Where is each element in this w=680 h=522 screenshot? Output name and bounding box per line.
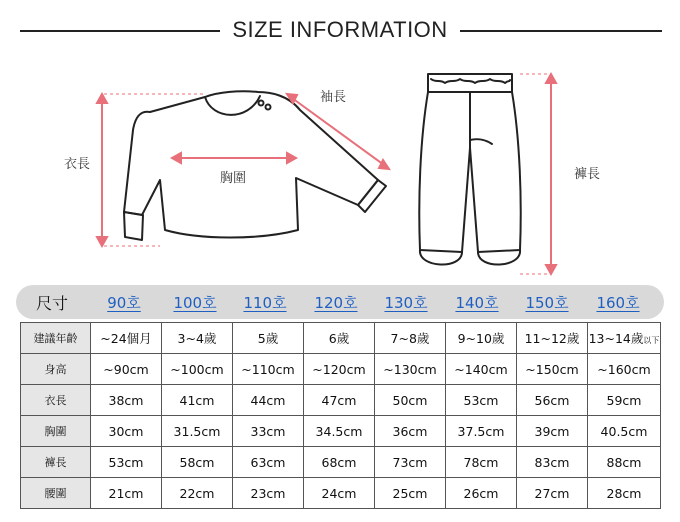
row-header: 衣長 bbox=[21, 385, 91, 416]
table-cell bbox=[446, 385, 517, 416]
table-cell bbox=[375, 447, 446, 478]
table-cell bbox=[304, 416, 375, 447]
table-cell bbox=[304, 447, 375, 478]
cell-value: 30cm bbox=[108, 423, 144, 439]
table-cell bbox=[446, 323, 517, 354]
table-cell bbox=[517, 385, 588, 416]
cell-value: 44cm bbox=[250, 392, 286, 408]
cell-value: 53cm bbox=[463, 392, 499, 408]
cell-value: 58cm bbox=[179, 454, 215, 470]
chest-label: 胸圍 bbox=[220, 171, 247, 186]
table-cell bbox=[446, 416, 517, 447]
row-header: 腰圍 bbox=[21, 478, 91, 509]
size-bar-label: 尺寸 bbox=[36, 294, 69, 313]
table-cell bbox=[588, 447, 661, 478]
table-cell bbox=[446, 354, 517, 385]
table-cell bbox=[162, 323, 233, 354]
cell-value: ~130cm bbox=[383, 361, 437, 377]
table-cell bbox=[517, 447, 588, 478]
cell-value: 27cm bbox=[534, 485, 570, 501]
table-cell bbox=[517, 354, 588, 385]
size-150[interactable]: 150호 bbox=[525, 294, 569, 312]
table-row bbox=[21, 416, 661, 447]
size-bar bbox=[16, 285, 664, 319]
size-140[interactable]: 140호 bbox=[455, 294, 499, 312]
cell-value: 11~12歲 bbox=[524, 331, 580, 346]
table-cell bbox=[304, 354, 375, 385]
table-cell bbox=[588, 478, 661, 509]
size-100[interactable]: 100호 bbox=[173, 294, 217, 312]
table-cell bbox=[375, 416, 446, 447]
table-cell bbox=[375, 354, 446, 385]
cell-value: 26cm bbox=[463, 485, 499, 501]
cell-value: 5歲 bbox=[257, 331, 279, 346]
table-cell bbox=[233, 416, 304, 447]
table-cell bbox=[304, 385, 375, 416]
table-cell bbox=[162, 416, 233, 447]
cell-value: 83cm bbox=[534, 454, 570, 470]
shirt-drawing bbox=[124, 91, 386, 240]
table-cell bbox=[446, 447, 517, 478]
cell-value: 3~4歲 bbox=[177, 331, 217, 346]
table-cell bbox=[517, 478, 588, 509]
table-cell bbox=[233, 478, 304, 509]
row-header: 褲長 bbox=[21, 447, 91, 478]
table-cell bbox=[91, 447, 162, 478]
cell-value: 47cm bbox=[321, 392, 357, 408]
table-cell bbox=[588, 354, 661, 385]
table-cell bbox=[304, 323, 375, 354]
cell-value: ~150cm bbox=[525, 361, 579, 377]
table-cell bbox=[588, 323, 661, 354]
cell-value: 63cm bbox=[250, 454, 286, 470]
cell-value: 13~14歲 bbox=[588, 331, 644, 346]
table-cell bbox=[375, 323, 446, 354]
cell-value: 39cm bbox=[534, 423, 570, 439]
cell-value: 37.5cm bbox=[457, 423, 505, 439]
cell-value: 28cm bbox=[606, 485, 642, 501]
cell-value: ~110cm bbox=[241, 361, 295, 377]
table-cell bbox=[91, 478, 162, 509]
size-160[interactable]: 160호 bbox=[596, 294, 640, 312]
cell-value: ~90cm bbox=[103, 361, 149, 377]
page-title: SIZE INFORMATION bbox=[232, 17, 448, 42]
cell-value: 25cm bbox=[392, 485, 428, 501]
cell-value: 36cm bbox=[392, 423, 428, 439]
cell-value: ~24個月 bbox=[100, 331, 152, 346]
garment-illustration bbox=[0, 60, 680, 282]
size-90[interactable]: 90호 bbox=[107, 294, 141, 312]
cell-value: ~140cm bbox=[454, 361, 508, 377]
cell-value: 9~10歲 bbox=[457, 331, 505, 346]
cell-value: 24cm bbox=[321, 485, 357, 501]
cell-value: 7~8歲 bbox=[390, 331, 430, 346]
body-length-label: 衣長 bbox=[64, 157, 91, 172]
cell-value: 50cm bbox=[392, 392, 428, 408]
table-cell bbox=[162, 354, 233, 385]
cell-value: 41cm bbox=[179, 392, 215, 408]
cell-value: 40.5cm bbox=[600, 423, 648, 439]
cell-suffix: 以下 bbox=[643, 336, 660, 345]
table-cell bbox=[446, 478, 517, 509]
size-table bbox=[20, 322, 661, 509]
row-header: 身高 bbox=[21, 354, 91, 385]
cell-value: 73cm bbox=[392, 454, 428, 470]
header-rule-left bbox=[20, 30, 220, 32]
table-cell bbox=[375, 478, 446, 509]
cell-value: ~100cm bbox=[170, 361, 224, 377]
cell-value: ~160cm bbox=[597, 361, 651, 377]
table-cell bbox=[233, 447, 304, 478]
table-cell bbox=[162, 385, 233, 416]
table-cell bbox=[588, 416, 661, 447]
cell-value: 68cm bbox=[321, 454, 357, 470]
table-cell bbox=[233, 323, 304, 354]
table-cell bbox=[162, 478, 233, 509]
cell-value: 56cm bbox=[534, 392, 570, 408]
table-cell bbox=[91, 323, 162, 354]
table-cell bbox=[233, 385, 304, 416]
table-row bbox=[21, 478, 661, 509]
table-row bbox=[21, 385, 661, 416]
header-rule-right bbox=[460, 30, 662, 32]
cell-value: 23cm bbox=[250, 485, 286, 501]
table-cell bbox=[517, 323, 588, 354]
cell-value: 21cm bbox=[108, 485, 144, 501]
page-header bbox=[0, 14, 680, 46]
cell-value: 31.5cm bbox=[173, 423, 221, 439]
sleeve-length-label: 袖長 bbox=[320, 90, 347, 105]
cell-value: 22cm bbox=[179, 485, 215, 501]
size-120[interactable]: 120호 bbox=[314, 294, 358, 312]
table-cell bbox=[162, 447, 233, 478]
table-cell bbox=[517, 416, 588, 447]
size-110[interactable]: 110호 bbox=[243, 294, 287, 312]
table-cell bbox=[304, 478, 375, 509]
table-cell bbox=[375, 385, 446, 416]
table-cell bbox=[91, 416, 162, 447]
table-row bbox=[21, 323, 661, 354]
cell-value: 59cm bbox=[606, 392, 642, 408]
pants-length-label: 褲長 bbox=[574, 167, 601, 182]
row-header: 胸圍 bbox=[21, 416, 91, 447]
cell-value: 53cm bbox=[108, 454, 144, 470]
table-cell bbox=[588, 385, 661, 416]
table-row bbox=[21, 447, 661, 478]
table-cell bbox=[91, 354, 162, 385]
size-130[interactable]: 130호 bbox=[384, 294, 428, 312]
table-cell bbox=[233, 354, 304, 385]
pants-drawing bbox=[419, 74, 520, 265]
row-header: 建議年齡 bbox=[21, 323, 91, 354]
table-cell bbox=[91, 385, 162, 416]
cell-value: ~120cm bbox=[312, 361, 366, 377]
cell-value: 34.5cm bbox=[315, 423, 363, 439]
cell-value: 33cm bbox=[250, 423, 286, 439]
cell-value: 38cm bbox=[108, 392, 144, 408]
table-row bbox=[21, 354, 661, 385]
cell-value: 78cm bbox=[463, 454, 499, 470]
cell-value: 88cm bbox=[606, 454, 642, 470]
cell-value: 6歲 bbox=[328, 331, 350, 346]
